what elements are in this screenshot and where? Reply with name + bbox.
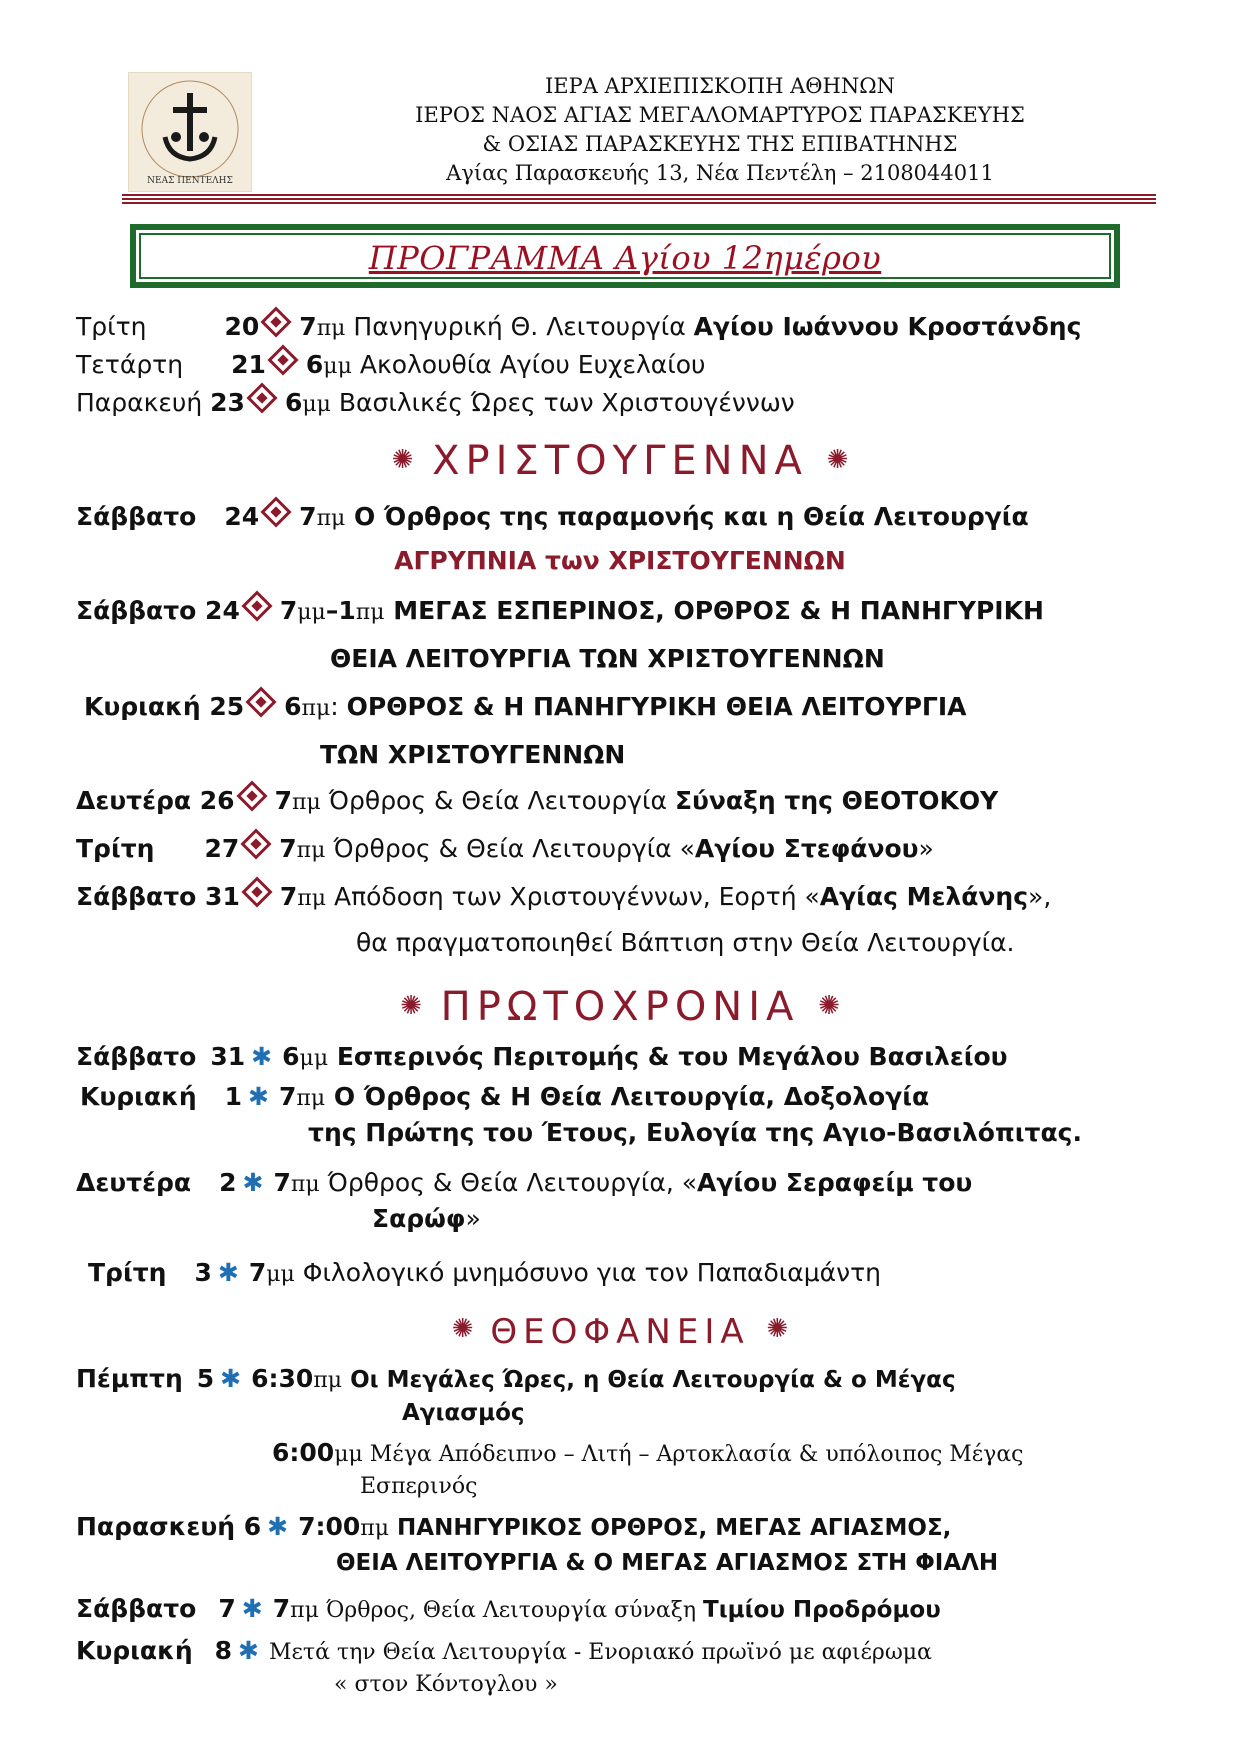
row-continuation: « στον Κόντογλου » — [334, 1672, 558, 1697]
archdiocese-line: ΙΕΡΑ ΑΡΧΙΕΠΙΣΚΟΠΗ ΑΘΗΝΩΝ — [545, 74, 895, 98]
time-suffix: πμ — [355, 600, 385, 625]
day-number: 3 — [194, 1258, 212, 1287]
row-continuation: ΤΩΝ ΧΡΙΣΤΟΥΓΕΝΝΩΝ — [320, 740, 626, 769]
hour: 7 — [248, 1258, 267, 1287]
day-label: Σάββατο 24 — [76, 596, 240, 625]
svg-text:ΝΕΑΣ ΠΕΝΤΕΛΗΣ: ΝΕΑΣ ΠΕΝΤΕΛΗΣ — [147, 176, 233, 186]
event-bold: Αγίου Σεραφείμ του — [697, 1168, 973, 1197]
event-text: Μετά την Θεία Λειτουργία - Ενοριακό πρωϊνό με αφιέρωμα — [269, 1640, 932, 1665]
time-suffix: πμ — [360, 1516, 390, 1541]
day-label: Δευτέρα 26 — [76, 786, 235, 815]
event-text: Όρθρος & Θεία Λειτουργία — [320, 786, 675, 815]
separator: : — [330, 692, 347, 721]
day-label: Σάββατο 31 — [76, 882, 240, 911]
snowflake-icon: ✱ — [242, 1168, 264, 1197]
quote-end: », — [1028, 882, 1052, 911]
time-suffix: πμ — [296, 838, 326, 863]
section-heading-newyear — [0, 984, 1240, 1030]
schedule-row — [76, 310, 1081, 346]
diamond-icon — [241, 876, 272, 907]
event-text: Όρθρος, Θεία Λειτουργία σύναξη — [318, 1598, 704, 1623]
day-number: 1 — [224, 1082, 243, 1111]
event-text: Φιλολογικό μνημόσυνο για τον Παπαδιαμάντη — [294, 1258, 881, 1287]
event-bold: Αγίου Ιωάννου Κροστάνδης — [693, 312, 1082, 341]
hour: 7 — [279, 1082, 297, 1111]
schedule-row — [76, 1166, 972, 1202]
time-suffix: πμ — [301, 696, 331, 721]
time-suffix: μμ — [266, 1262, 295, 1287]
hour: 7:00 — [298, 1512, 361, 1541]
schedule-row — [76, 1592, 941, 1628]
flower-icon: ✺ — [391, 445, 414, 475]
diamond-icon — [246, 382, 277, 413]
diamond-icon — [261, 306, 292, 337]
time-suffix: πμ — [296, 1086, 326, 1111]
schedule-row — [76, 832, 934, 868]
day-label: Σάββατο — [76, 502, 197, 531]
day-label: Παρακευή — [76, 388, 203, 417]
time-suffix: πμ — [290, 1172, 320, 1197]
section-title: ΠΡΩΤΟΧΡΟΝΙΑ — [440, 984, 800, 1030]
day-number: 8 — [214, 1636, 233, 1665]
event-text: Πανηγυρική Θ. Λειτουργία — [345, 312, 694, 341]
event-text: Βασιλικές Ώρες των Χριστουγέννων — [330, 388, 795, 417]
title-frame — [130, 224, 1120, 288]
header-text — [300, 72, 1140, 188]
hour: 6 — [284, 692, 302, 721]
church-logo — [128, 72, 252, 192]
event-bold: Ο Όρθρος της παραμονής και η Θεία Λειτουργία — [345, 502, 1029, 531]
hour: 6:00 — [272, 1438, 335, 1467]
schedule-row — [76, 348, 706, 384]
day-number: 27 — [204, 834, 240, 863]
day-number: 21 — [231, 350, 266, 379]
time-suffix: μμ — [302, 392, 331, 417]
snowflake-icon: ✱ — [220, 1364, 242, 1393]
quote-end: » — [918, 834, 934, 863]
event-bold: Εσπερινός Περιτομής & του Μεγάλου Βασιλείου — [328, 1042, 1008, 1071]
schedule-row — [76, 1510, 951, 1546]
hour: 6:30 — [251, 1364, 314, 1393]
time-suffix: μμ — [334, 1442, 363, 1467]
flower-icon: ✺ — [818, 991, 840, 1021]
diamond-icon — [236, 780, 267, 811]
hour: 7 — [279, 882, 298, 911]
hour: 7 — [273, 1168, 291, 1197]
hour: –1 — [325, 596, 356, 625]
row-continuation: της Πρώτης του Έτους, Ευλογία της Αγιο-Βασιλόπιτας. — [308, 1118, 1082, 1147]
row-continuation: Εσπερινός — [360, 1474, 478, 1499]
event-bold: Αγίας Μελάνης — [819, 882, 1029, 911]
schedule-row — [76, 880, 1051, 916]
address-line: Αγίας Παρασκευής 13, Νέα Πεντέλη – 2108044011 — [446, 161, 994, 185]
event-bold: Αγίου Στεφάνου — [694, 834, 919, 863]
day-number: 24 — [224, 502, 260, 531]
event-bold: ΟΡΘΡΟΣ & Η ΠΑΝΗΓΥΡΙΚΗ ΘΕΙΑ ΛΕΙΤΟΥΡΓΙΑ — [346, 692, 967, 721]
section-heading-epiphany — [0, 1312, 1240, 1352]
snowflake-icon: ✱ — [251, 1042, 273, 1071]
event-bold: Σύναξη της ΘΕΟΤΟΚΟΥ — [674, 786, 999, 815]
day-label: Δευτέρα — [76, 1168, 192, 1197]
day-label: Τετάρτη — [76, 350, 184, 379]
header-divider — [122, 194, 1156, 208]
snowflake-icon: ✱ — [238, 1636, 259, 1665]
hour: 7 — [272, 1594, 291, 1623]
snowflake-icon: ✱ — [248, 1082, 269, 1111]
schedule-row — [88, 1256, 881, 1292]
event-text: Όρθρος & Θεία Λειτουργία « — [325, 834, 695, 863]
day-label: Κυριακή 25 — [84, 692, 245, 721]
schedule-row — [76, 1040, 1008, 1076]
row-continuation — [372, 1202, 481, 1236]
diamond-icon — [241, 828, 272, 859]
day-label: Κυριακή — [80, 1082, 197, 1111]
hour: 6 — [305, 350, 324, 379]
hour: 6 — [282, 1042, 300, 1071]
day-label: Παρασκευή 6 — [76, 1512, 262, 1541]
event-text: Απόδοση των Χριστουγέννων, Εορτή « — [326, 882, 820, 911]
event-text: Όρθρος & Θεία Λειτουργία, « — [319, 1168, 698, 1197]
diamond-icon — [261, 496, 292, 527]
schedule-row — [76, 500, 1029, 536]
event-text: Μέγα Απόδειπνο – Λιτή – Αρτοκλασία & υπόλοιπος Μέγας — [362, 1442, 1024, 1467]
event-bold: Ο Όρθρος & Η Θεία Λειτουργία, Δοξολογία — [325, 1082, 930, 1111]
schedule-row — [76, 386, 795, 422]
day-label: Πέμπτη — [76, 1364, 183, 1393]
time-suffix: μμ — [323, 354, 352, 379]
day-label: Τρίτη — [76, 834, 155, 863]
schedule-row — [84, 690, 966, 726]
snowflake-icon: ✱ — [217, 1258, 239, 1287]
time-suffix: μμ — [299, 1046, 329, 1071]
day-number: 31 — [210, 1042, 246, 1071]
time-suffix: πμ — [313, 1368, 343, 1393]
time-suffix: πμ — [316, 506, 346, 531]
flower-icon: ✺ — [766, 1314, 789, 1344]
schedule-row — [76, 594, 1044, 630]
diamond-icon — [246, 686, 277, 717]
time-suffix: πμ — [316, 316, 346, 341]
hour: 7 — [299, 312, 317, 341]
day-label: Τρίτη — [88, 1258, 167, 1287]
row-continuation: θα πραγματοποιηθεί Βάπτιση στην Θεία Λειτουργία. — [356, 928, 1015, 957]
row-continuation: ΘΕΙΑ ΛΕΙΤΟΥΡΓΙΑ ΤΩΝ ΧΡΙΣΤΟΥΓΕΝΝΩΝ — [330, 644, 885, 673]
time-suffix: πμ — [297, 886, 327, 911]
row-continuation: Αγιασμός — [402, 1400, 525, 1426]
time-suffix: πμ — [290, 1598, 319, 1623]
diamond-icon — [241, 590, 272, 621]
cross-anchor-icon — [129, 73, 251, 191]
event-bold: Τιμίου Προδρόμου — [703, 1597, 941, 1623]
hour: 7 — [279, 834, 297, 863]
flower-icon: ✺ — [400, 991, 422, 1021]
hour: 7 — [299, 502, 317, 531]
day-number: 7 — [218, 1594, 236, 1623]
schedule-row — [76, 784, 998, 820]
day-label: Τρίτη — [76, 312, 147, 341]
vigil-heading: ΑΓΡΥΠΝΙΑ των ΧΡΙΣΤΟΥΓΕΝΝΩΝ — [394, 546, 846, 575]
time-suffix: πμ — [292, 790, 321, 815]
snowflake-icon: ✱ — [241, 1594, 263, 1623]
hour: 6 — [284, 388, 303, 417]
schedule-row — [76, 1362, 956, 1398]
day-number: 5 — [196, 1364, 215, 1393]
day-number: 20 — [224, 312, 260, 341]
church-name-line: ΙΕΡΟΣ ΝΑΟΣ ΑΓΙΑΣ ΜΕΓΑΛΟΜΑΡΤΥΡΟΣ ΠΑΡΑΣΚΕΥΗΣ — [415, 103, 1025, 127]
hour: 7 — [279, 596, 298, 625]
event-text: Ακολουθία Αγίου Ευχελαίου — [351, 350, 706, 379]
church-name-line-2: & ΟΣΙΑΣ ΠΑΡΑΣΚΕΥΗΣ ΤΗΣ ΕΠΙΒΑΤΗΝΗΣ — [482, 132, 958, 156]
day-number: 2 — [219, 1168, 237, 1197]
day-label: Σάββατο — [76, 1594, 197, 1623]
day-number: 23 — [210, 388, 245, 417]
diamond-icon — [267, 344, 298, 375]
schedule-row — [272, 1436, 1024, 1472]
event-bold: Οι Μεγάλες Ώρες, η Θεία Λειτουργία & ο Μέγας — [342, 1367, 956, 1393]
schedule-row — [80, 1080, 929, 1116]
schedule-row — [76, 1634, 932, 1670]
time-suffix: μμ — [297, 600, 326, 625]
event-bold: ΠΑΝΗΓΥΡΙΚΟΣ ΟΡΘΡΟΣ, ΜΕΓΑΣ ΑΓΙΑΣΜΟΣ, — [389, 1515, 952, 1541]
flower-icon: ✺ — [451, 1314, 474, 1344]
row-continuation: ΘΕΙΑ ΛΕΙΤΟΥΡΓΙΑ & Ο ΜΕΓΑΣ ΑΓΙΑΣΜΟΣ ΣΤΗ ΦΙΑΛΗ — [336, 1550, 999, 1576]
day-label: Σάββατο — [76, 1042, 197, 1071]
snowflake-icon: ✱ — [267, 1512, 289, 1541]
hour: 7 — [274, 786, 292, 815]
quote-end: » — [465, 1204, 481, 1233]
day-label: Κυριακή — [76, 1636, 193, 1665]
section-title: ΧΡΙΣΤΟΥΓΕΝΝΑ — [432, 438, 808, 484]
section-heading-christmas — [0, 438, 1240, 484]
flower-icon: ✺ — [826, 445, 849, 475]
page-title: ΠΡΟΓΡΑΜΜΑ Αγίου 12ημέρου — [139, 233, 1111, 279]
event-bold: ΜΕΓΑΣ ΕΣΠΕΡΙΝΟΣ, ΟΡΘΡΟΣ & Η ΠΑΝΗΓΥΡΙΚΗ — [384, 596, 1044, 625]
continuation-bold: Σαρώφ — [372, 1204, 466, 1233]
section-title: ΘΕΟΦΑΝΕΙΑ — [490, 1312, 750, 1352]
